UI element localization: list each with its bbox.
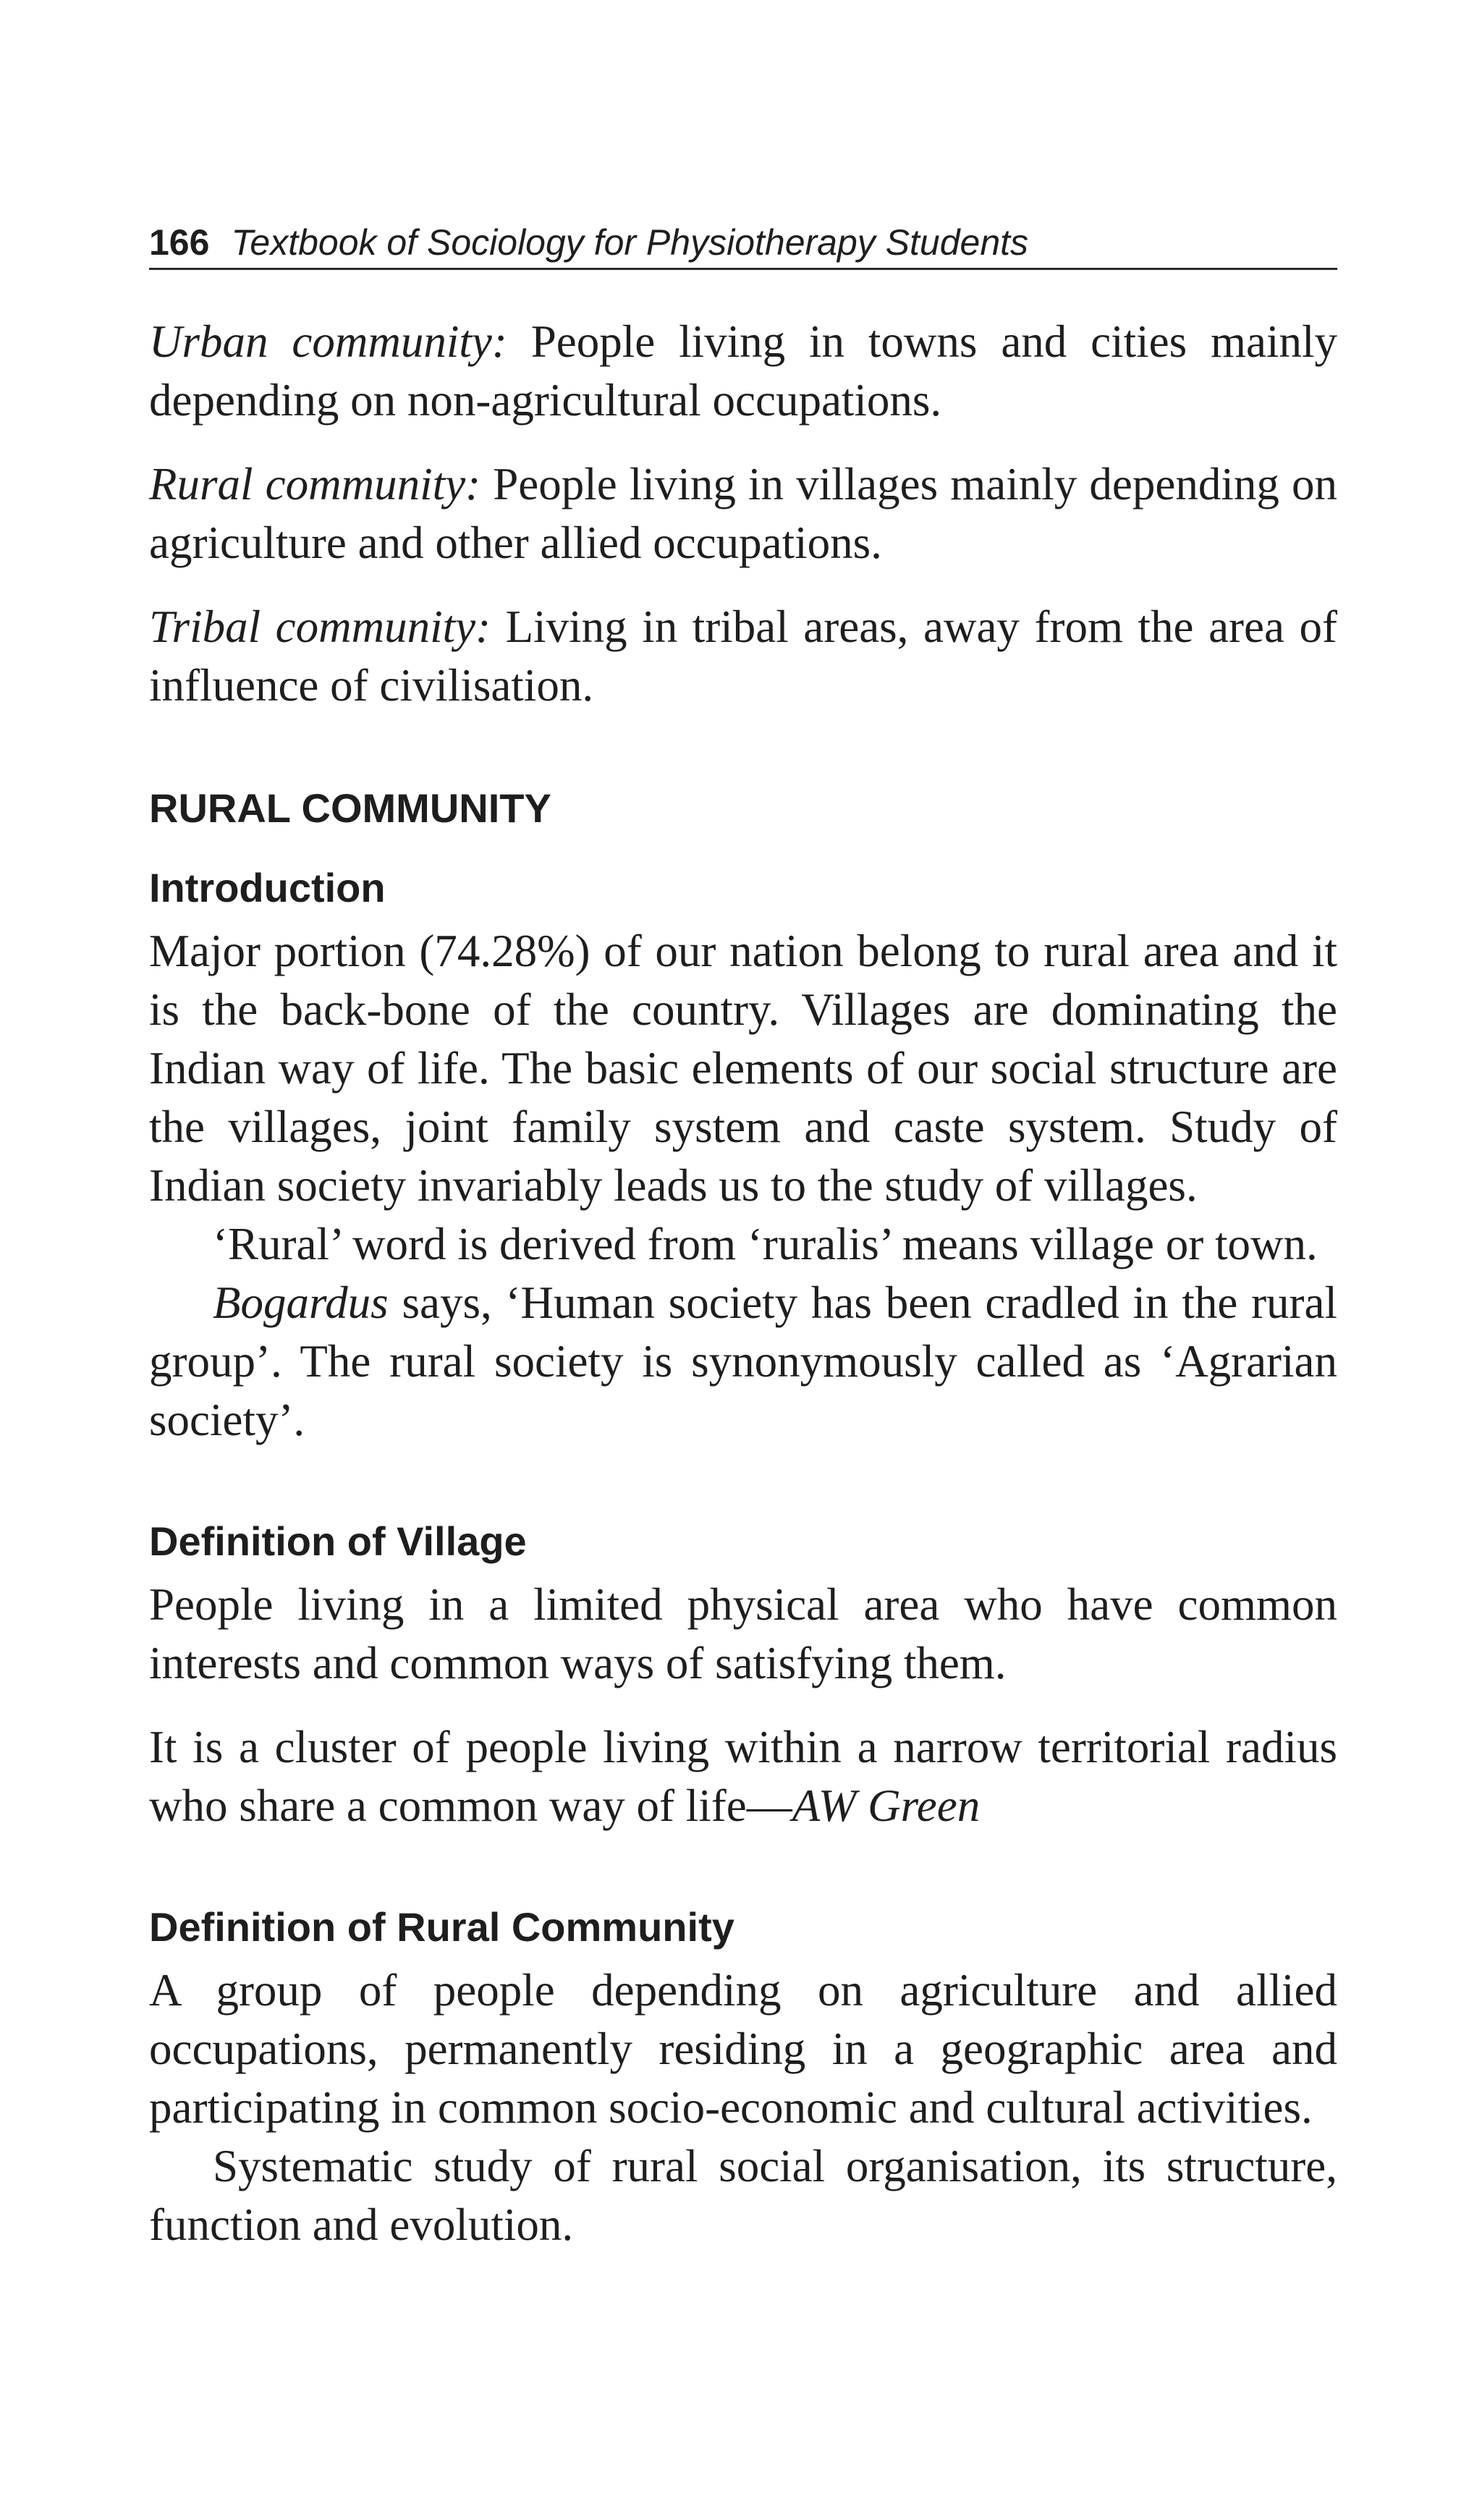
tribal-community-term: Tribal community: [149, 601, 491, 652]
page-body [149, 313, 1337, 2254]
urban-community-term: Urban community: [149, 316, 507, 367]
tribal-community-paragraph [149, 598, 1337, 715]
definition-village-text: It is a cluster of people living within a narrow territorial radius who share a common way of life— [149, 1722, 1337, 1831]
definition-rural-community-paragraph-1: A group of people depending on agriculture and allied occupations, permanently residing in a geographic area and participating in common socio-economic and cultural activities. [149, 1965, 1337, 2133]
rural-community-term: Rural community: [149, 459, 481, 510]
bogardus-author: Bogardus [213, 1277, 389, 1328]
tribal-community-text: Living in tribal areas, away from the area of influence of civilisation. [149, 601, 1337, 711]
rural-community-text: People living in villages mainly depending on agriculture and other allied occupations. [149, 459, 1337, 568]
urban-community-paragraph [149, 313, 1337, 430]
introduction-paragraph-2: ‘Rural’ word is derived from ‘ruralis’ means village or town. [213, 1219, 1318, 1269]
definition-village-paragraph-2 [149, 1718, 1337, 1835]
definition-rural-community-heading: Definition of Rural Community [149, 1904, 734, 1950]
page-header [149, 217, 1337, 270]
page-number: 166 [149, 222, 210, 263]
definition-village-heading: Definition of Village [149, 1518, 527, 1564]
urban-community-text: People living in towns and cities mainly depending on non-agricultural occupations. [149, 316, 1338, 426]
rural-community-paragraph [149, 455, 1337, 572]
definition-village-paragraph-1: People living in a limited physical area who have common interests and common ways of satisfying them. [149, 1579, 1337, 1688]
introduction-paragraph-1: Major portion (74.28%) of our nation belong to rural area and it is the back-bone of the country. Villages are dominating the Indian way of life. The basic elements of our social structure are the villages, joint family system and caste system. Study of Indian society invariably leads us to the study of villages. [149, 926, 1337, 1211]
introduction-paragraph-3 [149, 1274, 1337, 1450]
section-title: RURAL COMMUNITY [149, 785, 551, 831]
running-title: Textbook of Sociology for Physiotherapy Students [231, 222, 1029, 263]
aw-green-citation: AW Green [792, 1780, 981, 1831]
introduction-heading: Introduction [149, 865, 386, 910]
definition-rural-community-paragraph-2: Systematic study of rural social organisation, its structure, function and evolution. [149, 2141, 1337, 2250]
bogardus-quote: says, ‘Human society has been cradled in the rural group’. The rural society is synonymously called as ‘Agrarian society’. [149, 1277, 1337, 1445]
